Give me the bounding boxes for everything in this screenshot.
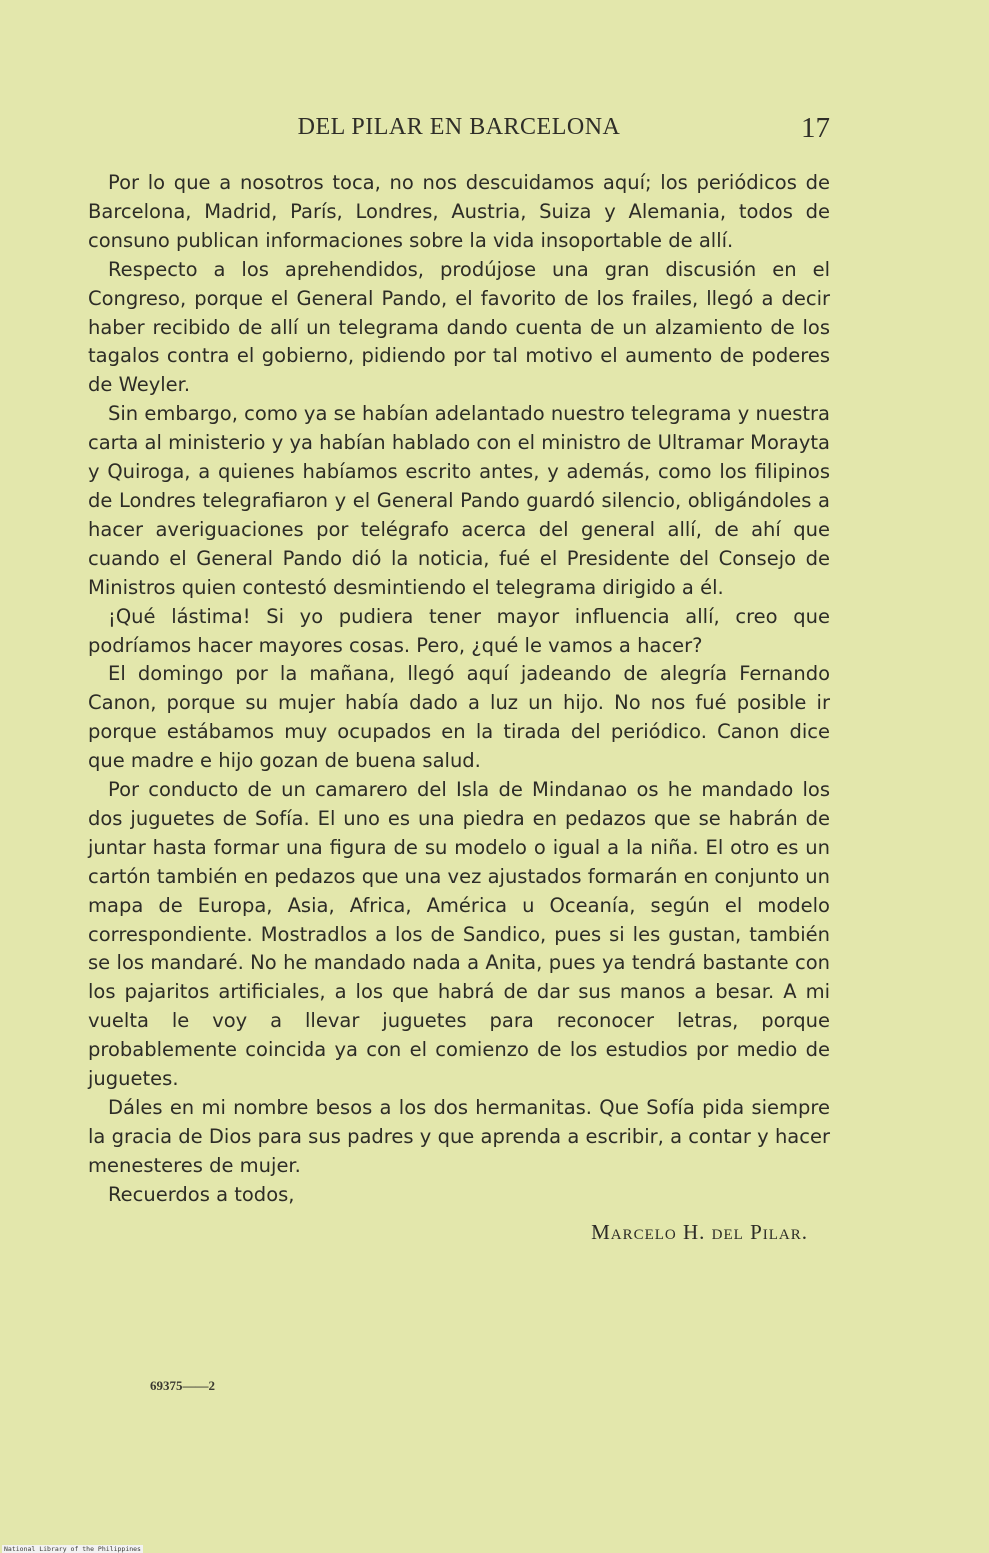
- paragraph-7: Dáles en mi nombre besos a los dos hermanitas. Que Sofía pida siempre la gracia de Dios para sus padres y que aprenda a escribir, a contar y hacer menesteres de mujer.: [88, 1096, 830, 1177]
- running-head: [88, 112, 830, 152]
- running-title: DEL PILAR EN BARCELONA: [297, 114, 621, 140]
- page-number: 17: [801, 112, 830, 144]
- body-text: [88, 169, 830, 1247]
- signature: Marcelo H. del Pilar.: [591, 1219, 808, 1244]
- footer-credit: National Library of the Philippines: [4, 1545, 141, 1553]
- print-code: 69375——2: [150, 1378, 215, 1393]
- paragraph-5: El domingo por la mañana, llegó aquí jadeando de alegría Fernando Canon, porque su mujer había dado a luz un hijo. No nos fué posible ir porque estábamos muy ocupados en la tirada del periódico. Canon dice que madre e hijo gozan de buena salud.: [88, 662, 830, 773]
- paragraph-1: Por lo que a nosotros toca, no nos descuidamos aquí; los periódicos de Barcelona, Madrid, París, Londres, Austria, Suiza y Alemania, todos de consuno publican informaciones sobre la vida insoportable de allí.: [88, 171, 830, 252]
- paragraph-3: Sin embargo, como ya se habían adelantado nuestro telegrama y nuestra carta al ministerio y ya habían hablado con el ministro de Ultramar Morayta y Quiroga, a quienes habíamos escrito antes, y además, como los filipinos de Londres telegrafiaron y el General Pando guardó silencio, obligándoles a hacer averiguaciones por telégrafo acerca del general allí, de ahí que cuando el General Pando dió la noticia, fué el Presidente del Consejo de Ministros quien contestó desmintiendo el telegrama dirigido a él.: [88, 402, 830, 599]
- paragraph-8: Recuerdos a todos,: [108, 1182, 295, 1206]
- paragraph-4: ¡Qué lástima! Si yo pudiera tener mayor influencia allí, creo que podríamos hacer mayores cosas. Pero, ¿qué le vamos a hacer?: [88, 604, 830, 657]
- paragraph-6: Por conducto de un camarero del Isla de Mindanao os he mandado los dos juguetes de Sofía. El uno es una piedra en pedazos que se habrán de juntar hasta formar una figura de su modelo o igual a la niña. El otro es un cartón también en pedazos que una vez ajustados formarán en conjunto un mapa de Europa, Asia, Africa, América u Oceanía, según el modelo correspondiente. Mostradlos a los de Sandico, pues si les gustan, también se los mandaré. No he mandado nada a Anita, pues ya tendrá bastante con los pajaritos artificiales, a los que habrá de dar sus manos a besar. A mi vuelta le voy a llevar juguetes para reconocer letras, porque probablemente coincida ya con el comienzo de los estudios por medio de juguetes.: [88, 778, 830, 1091]
- paragraph-2: Respecto a los aprehendidos, prodújose una gran discusión en el Congreso, porque el General Pando, el favorito de los frailes, llegó a decir haber recibido de allí un telegrama dando cuenta de un alzamiento de los tagalos contra el gobierno, pidiendo por tal motivo el aumento de poderes de Weyler.: [88, 257, 830, 397]
